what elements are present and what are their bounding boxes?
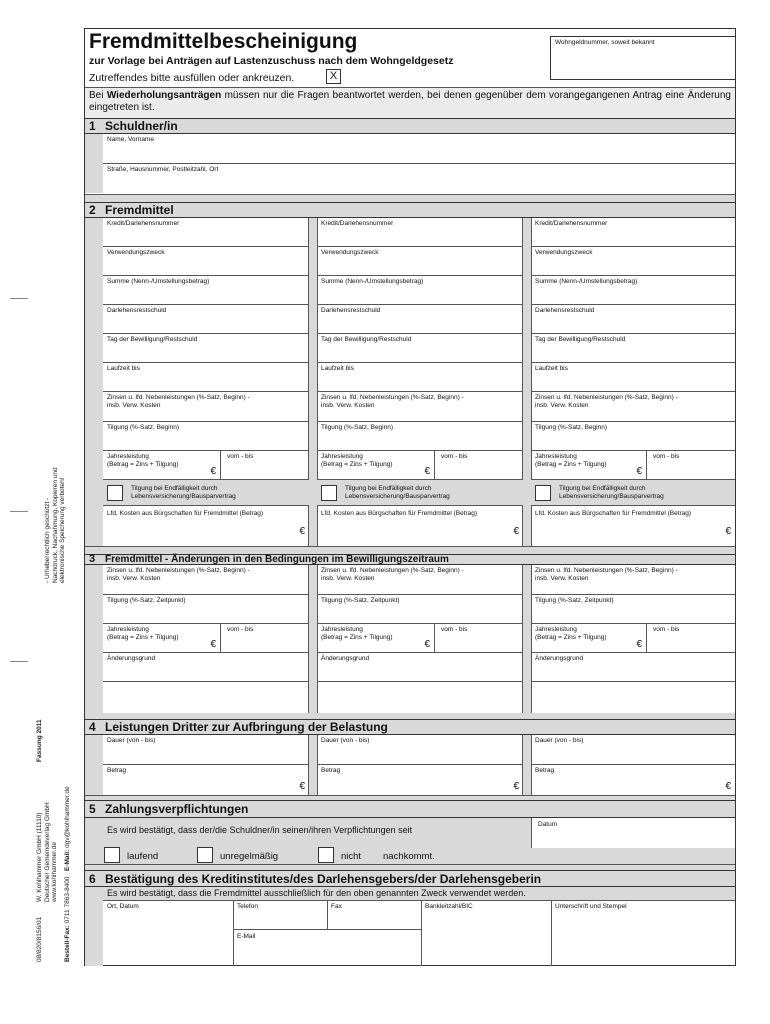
section-2-header: [85, 202, 735, 218]
approval-date-label: Tag der Bewilligung/Restschuld: [321, 336, 412, 343]
debtor-name-field[interactable]: [103, 134, 735, 164]
bank-code-label: Bankleitzahl/BIC: [425, 903, 473, 910]
euro-symbol: €: [210, 639, 216, 650]
period-label: vom - bis: [227, 626, 254, 633]
debtor-address-label: Straße, Hausnummer, Postleitzahl, Ort: [107, 166, 219, 173]
change-annual-field-3[interactable]: [531, 624, 647, 653]
option-laufend-checkbox[interactable]: [104, 847, 120, 863]
annual-payment-field-3[interactable]: [531, 451, 647, 480]
section-5-spacer: [85, 864, 735, 870]
wohngeld-number-label: Wohngeldnummer, soweit bekannt: [555, 39, 655, 46]
maturity-repayment-label: Tilgung bei Endfälligkeit durch Lebensversicherung/Bausparvertrag: [131, 485, 236, 500]
third-party-duration-field-3[interactable]: [531, 735, 735, 765]
debtor-address-field[interactable]: [103, 164, 735, 194]
change-interest-label: Zinsen u. lfd. Nebenleistungen (%-Satz, Beginn) - insb. Verw. Kosten: [107, 567, 250, 582]
annual-payment-label: Jahresleistung (Betrag = Zins + Tilgung): [535, 453, 607, 468]
phone-label: Telefon: [237, 903, 258, 910]
section-5-title: Zahlungsverpflichtungen: [105, 802, 249, 816]
change-period-field-1[interactable]: [221, 624, 309, 653]
duration-label: Dauer (von - bis): [535, 737, 584, 744]
section-1-number: 1: [89, 119, 96, 133]
bank-code-field[interactable]: [421, 901, 551, 966]
change-period-field-2[interactable]: [435, 624, 523, 653]
purpose-label: Verwendungszweck: [107, 249, 165, 256]
option-nicht-label: nicht: [341, 851, 362, 862]
purpose-field-1[interactable]: [103, 247, 309, 276]
fax-label: Fax: [331, 903, 342, 910]
repayment-label: Tilgung (%-Satz, Beginn): [535, 424, 608, 431]
purpose-label: Verwendungszweck: [535, 249, 593, 256]
email-field[interactable]: [233, 929, 421, 966]
guarantee-costs-field-3[interactable]: [531, 506, 735, 544]
change-annual-field-1[interactable]: [103, 624, 221, 653]
change-interest-field-1[interactable]: [103, 565, 309, 595]
amount-label: Betrag: [321, 767, 341, 774]
maturity-repayment-row-3: [531, 480, 735, 506]
purpose-field-3[interactable]: [531, 247, 735, 276]
annual-payment-label: Jahresleistung (Betrag = Zins + Tilgung): [107, 453, 179, 468]
loan-number-field-2[interactable]: [317, 218, 523, 247]
fill-instruction: Zutreffendes bitte ausfüllen oder ankreuzen.: [89, 72, 295, 84]
duration-label: Dauer (von - bis): [321, 737, 370, 744]
remaining-debt-label: Darlehensrestschuld: [321, 307, 381, 314]
amount-label: Betrag: [107, 767, 127, 774]
change-repayment-label: Tilgung (%-Satz, Zeitpunkt): [535, 597, 614, 604]
signature-field[interactable]: [551, 901, 735, 966]
interest-label: Zinsen u. lfd. Nebenleistungen (%-Satz, Beginn) - insb. Verw. Kosten: [107, 394, 250, 409]
copyright-notice: - Urheberrechtlich geschützt - Nachdruck, Nachahmung, Kopieren und elektronische Speicherung verboten!: [44, 467, 66, 583]
annual-payment-field-2[interactable]: [317, 451, 435, 480]
guarantee-costs-label: Lfd. Kosten aus Bürgschaften für Fremdmittel (Betrag): [107, 510, 264, 517]
section-2-margin: [85, 218, 103, 546]
euro-symbol: €: [299, 781, 305, 792]
form-subtitle: zur Vorlage bei Anträgen auf Lastenzuschuss nach dem Wohngeldgesetz: [89, 55, 454, 67]
euro-symbol: €: [424, 466, 430, 477]
change-reason-field-2[interactable]: [317, 653, 523, 682]
form-title: Fremdmittelbescheinigung: [89, 30, 358, 53]
period-label: vom - bis: [227, 453, 254, 460]
maturity-repayment-row-2: [317, 480, 523, 506]
remaining-debt-field-3[interactable]: [531, 305, 735, 334]
euro-symbol: €: [210, 466, 216, 477]
confirmation-statement: Es wird bestätigt, dass die Fremdmittel ausschließlich für den oben genannten Zweck verwendet werden.: [107, 888, 526, 898]
term-until-label: Laufzeit bis: [321, 365, 354, 372]
remaining-debt-label: Darlehensrestschuld: [107, 307, 167, 314]
section-6-header: [85, 870, 735, 887]
loan-amount-field-3[interactable]: [531, 276, 735, 305]
interest-field-3[interactable]: [531, 392, 735, 422]
repeat-application-note: Bei Wiederholungsanträgen müssen nur die Fragen beantwortet werden, bei denen gegenüber dem vorangegangenen Antrag eine Änderung eingetreten ist.: [89, 90, 731, 113]
section-1-title: Schuldner/in: [105, 119, 178, 133]
approval-date-field-3[interactable]: [531, 334, 735, 363]
section-5-number: 5: [89, 802, 96, 816]
third-party-amount-field-1[interactable]: [103, 765, 309, 795]
maturity-repayment-checkbox[interactable]: [535, 485, 551, 501]
loan-amount-label: Summe (Nenn-/Umstellungsbetrag): [321, 278, 424, 285]
loan-amount-field-2[interactable]: [317, 276, 523, 305]
term-until-label: Laufzeit bis: [535, 365, 568, 372]
loan-amount-field-1[interactable]: [103, 276, 309, 305]
debtor-name-label: Name, Vorname: [107, 136, 154, 143]
change-repayment-label: Tilgung (%-Satz, Zeitpunkt): [107, 597, 186, 604]
section-4-number: 4: [89, 720, 96, 734]
duration-label: Dauer (von - bis): [107, 737, 156, 744]
term-until-field-3[interactable]: [531, 363, 735, 392]
euro-symbol: €: [725, 526, 731, 537]
section-3-title: Fremdmittel - Änderungen in den Bedingungen im Bewilligungszeitraum: [105, 554, 449, 565]
change-interest-field-3[interactable]: [531, 565, 735, 595]
interest-field-1[interactable]: [103, 392, 309, 422]
option-unregelmaessig-checkbox[interactable]: [197, 847, 213, 863]
section-3-header: [85, 554, 735, 565]
change-reason-label: Änderungsgrund: [321, 655, 370, 662]
form-frame: [84, 28, 736, 966]
change-interest-label: Zinsen u. lfd. Nebenleistungen (%-Satz, Beginn) - insb. Verw. Kosten: [535, 567, 678, 582]
euro-symbol: €: [636, 639, 642, 650]
change-period-field-3[interactable]: [647, 624, 735, 653]
payment-statement: Es wird bestätigt, dass der/die Schuldner/in seinen/ihren Verpflichtungen seit: [107, 825, 413, 835]
payment-date-field[interactable]: [531, 818, 735, 848]
third-party-amount-field-2[interactable]: [317, 765, 523, 795]
period-label: vom - bis: [653, 453, 680, 460]
section-5-header: [85, 800, 735, 818]
loan-number-field-3[interactable]: [531, 218, 735, 247]
change-annual-label: Jahresleistung (Betrag = Zins + Tilgung): [321, 626, 393, 641]
payment-date-label: Datum: [538, 821, 558, 828]
change-reason-label: Änderungsgrund: [107, 655, 156, 662]
approval-date-field-2[interactable]: [317, 334, 523, 363]
repayment-label: Tilgung (%-Satz, Beginn): [321, 424, 394, 431]
guarantee-costs-label: Lfd. Kosten aus Bürgschaften für Fremdmittel (Betrag): [321, 510, 478, 517]
repayment-label: Tilgung (%-Satz, Beginn): [107, 424, 180, 431]
option-unregelmaessig-label: unregelmäßig: [220, 851, 279, 862]
maturity-repayment-label: Tilgung bei Endfälligkeit durch Lebensversicherung/Bausparvertrag: [559, 485, 664, 500]
change-repayment-field-3[interactable]: [531, 595, 735, 624]
remaining-debt-field-1[interactable]: [103, 305, 309, 334]
euro-symbol: €: [513, 781, 519, 792]
fassung-label: Fassung 2011: [36, 719, 43, 762]
signature-label: Unterschrift und Stempel: [555, 903, 627, 910]
guarantee-costs-field-2[interactable]: [317, 506, 523, 544]
fold-mark-top: [10, 298, 28, 299]
amount-label: Betrag: [535, 767, 555, 774]
fold-mark-middle: [10, 511, 28, 512]
repayment-field-2[interactable]: [317, 422, 523, 451]
interest-label: Zinsen u. lfd. Nebenleistungen (%-Satz, Beginn) - insb. Verw. Kosten: [321, 394, 464, 409]
example-checkbox: X: [326, 69, 341, 84]
approval-date-label: Tag der Bewilligung/Restschuld: [107, 336, 198, 343]
interest-label: Zinsen u. lfd. Nebenleistungen (%-Satz, Beginn) - insb. Verw. Kosten: [535, 394, 678, 409]
phone-field[interactable]: [233, 901, 327, 929]
change-reason-label: Änderungsgrund: [535, 655, 584, 662]
maturity-repayment-row-1: [103, 480, 309, 506]
section-2-number: 2: [89, 203, 96, 217]
fax-field[interactable]: [327, 901, 421, 929]
guarantee-costs-label: Lfd. Kosten aus Bürgschaften für Fremdmittel (Betrag): [535, 510, 692, 517]
maturity-repayment-checkbox[interactable]: [321, 485, 337, 501]
loan-amount-label: Summe (Nenn-/Umstellungsbetrag): [535, 278, 638, 285]
section-2-title: Fremdmittel: [105, 203, 174, 217]
period-label: vom - bis: [441, 453, 468, 460]
change-repayment-field-2[interactable]: [317, 595, 523, 624]
section-4-title: Leistungen Dritter zur Aufbringung der Belastung: [105, 720, 388, 734]
loan-number-label: Kredit/Darlehensnummer: [535, 220, 608, 227]
repayment-field-1[interactable]: [103, 422, 309, 451]
change-reason-field-3[interactable]: [531, 653, 735, 682]
euro-symbol: €: [513, 526, 519, 537]
place-date-label: Ort, Datum: [107, 903, 139, 910]
annual-period-field-3[interactable]: [647, 451, 735, 480]
change-annual-field-2[interactable]: [317, 624, 435, 653]
repeat-application-note-box: [85, 87, 735, 118]
order-code: 08/820/8156/01: [36, 916, 43, 962]
purpose-field-2[interactable]: [317, 247, 523, 276]
loan-number-label: Kredit/Darlehensnummer: [321, 220, 394, 227]
term-until-label: Laufzeit bis: [107, 365, 140, 372]
remaining-debt-field-2[interactable]: [317, 305, 523, 334]
option-nicht-checkbox[interactable]: [318, 847, 334, 863]
annual-payment-label: Jahresleistung (Betrag = Zins + Tilgung): [321, 453, 393, 468]
euro-symbol: €: [424, 639, 430, 650]
email-label: E-Mail: [237, 933, 256, 940]
publisher-info: W. Kohlhammer GmbH (11110) Deutscher Gemeindeverlag GmbH www.kohlhammer.de: [36, 802, 58, 902]
guarantee-costs-field-1[interactable]: [103, 506, 309, 544]
change-reason-field-1[interactable]: [103, 653, 309, 682]
section-6-margin: [85, 887, 103, 966]
period-label: vom - bis: [653, 626, 680, 633]
change-interest-label: Zinsen u. lfd. Nebenleistungen (%-Satz, Beginn) - insb. Verw. Kosten: [321, 567, 464, 582]
section-3-spacer: [85, 713, 735, 719]
term-until-field-1[interactable]: [103, 363, 309, 392]
change-repayment-field-1[interactable]: [103, 595, 309, 624]
loan-number-label: Kredit/Darlehensnummer: [107, 220, 180, 227]
section-2-spacer: [85, 546, 735, 554]
fold-mark-bottom: [10, 661, 28, 662]
section-4-header: [85, 719, 735, 735]
remaining-debt-label: Darlehensrestschuld: [535, 307, 595, 314]
section-1-margin: [85, 134, 103, 193]
change-annual-label: Jahresleistung (Betrag = Zins + Tilgung): [107, 626, 179, 641]
section-3-number: 3: [89, 553, 96, 565]
approval-date-label: Tag der Bewilligung/Restschuld: [535, 336, 626, 343]
section-5-margin: [85, 818, 103, 864]
annual-payment-field-1[interactable]: [103, 451, 221, 480]
wohngeld-number-field[interactable]: [550, 36, 736, 80]
purpose-label: Verwendungszweck: [321, 249, 379, 256]
approval-date-field-1[interactable]: [103, 334, 309, 363]
annual-period-field-2[interactable]: [435, 451, 523, 480]
term-until-field-2[interactable]: [317, 363, 523, 392]
section-6-title: Bestätigung des Kreditinstitutes/des Darlehensgebers/der Darlehensgeberin: [105, 872, 542, 886]
change-annual-label: Jahresleistung (Betrag = Zins + Tilgung): [535, 626, 607, 641]
place-date-field[interactable]: [103, 901, 233, 966]
change-repayment-label: Tilgung (%-Satz, Zeitpunkt): [321, 597, 400, 604]
section-4-margin: [85, 735, 103, 795]
euro-symbol: €: [725, 781, 731, 792]
option-laufend-label: laufend: [127, 851, 159, 862]
payment-tail-text: nachkommt.: [383, 851, 435, 862]
section-3-margin: [85, 565, 103, 713]
maturity-repayment-checkbox[interactable]: [107, 485, 123, 501]
maturity-repayment-label: Tilgung bei Endfälligkeit durch Lebensversicherung/Bausparvertrag: [345, 485, 450, 500]
repayment-field-3[interactable]: [531, 422, 735, 451]
contact-line: Bestell-Fax: 0711 7863-8400 E-Mail: dgv@kohlhammer.de: [64, 786, 71, 962]
section-6-number: 6: [89, 872, 96, 886]
annual-period-field-1[interactable]: [221, 451, 309, 480]
interest-field-2[interactable]: [317, 392, 523, 422]
third-party-duration-field-2[interactable]: [317, 735, 523, 765]
loan-number-field-1[interactable]: [103, 218, 309, 247]
section-1-header: [85, 118, 735, 134]
third-party-amount-field-3[interactable]: [531, 765, 735, 795]
period-label: vom - bis: [441, 626, 468, 633]
euro-symbol: €: [299, 526, 305, 537]
euro-symbol: €: [636, 466, 642, 477]
loan-amount-label: Summe (Nenn-/Umstellungsbetrag): [107, 278, 210, 285]
third-party-duration-field-1[interactable]: [103, 735, 309, 765]
change-interest-field-2[interactable]: [317, 565, 523, 595]
confirmation-statement-bar: [103, 887, 735, 901]
section-1-spacer: [85, 194, 735, 202]
